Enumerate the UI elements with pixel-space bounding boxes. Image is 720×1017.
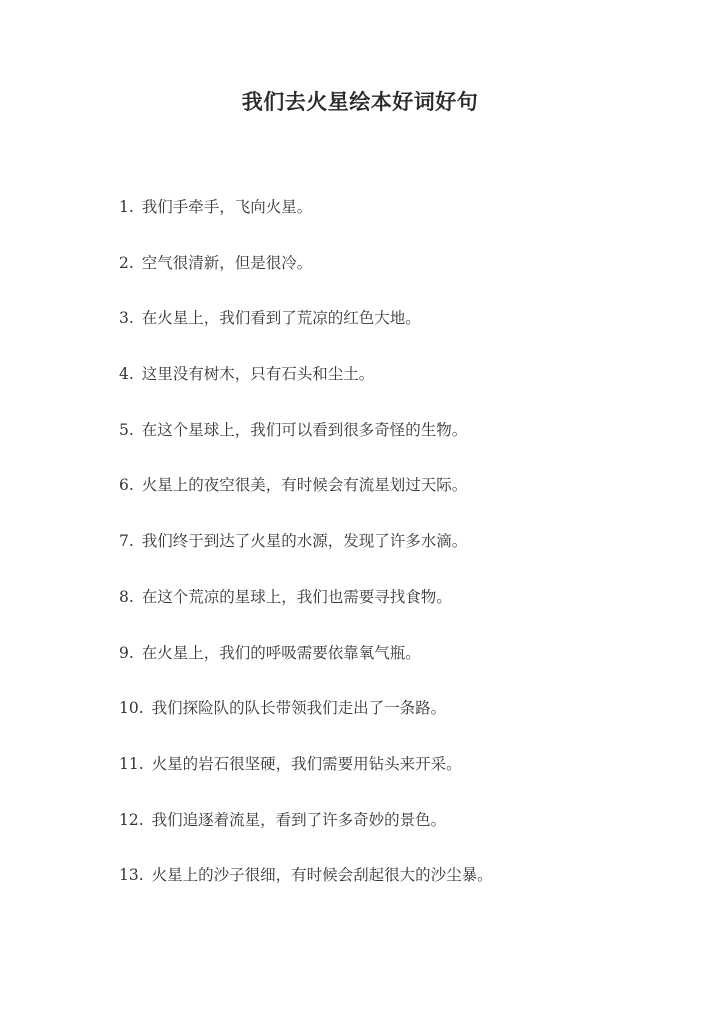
list-item [119, 307, 493, 363]
item-number: 1. [119, 198, 134, 216]
item-number: 2. [119, 253, 134, 272]
item-text: 在火星上，我们的呼吸需要依靠氧气瓶。 [141, 643, 421, 662]
item-number: 11. [119, 754, 144, 773]
list-item [119, 530, 493, 586]
list-item [119, 252, 493, 308]
list-item [119, 864, 493, 920]
item-number: 4. [119, 365, 134, 384]
item-number: 3. [119, 309, 134, 328]
list-item [119, 809, 493, 865]
list-item [119, 697, 493, 753]
item-number: 13. [119, 866, 144, 885]
item-text: 火星上的沙子很细，有时候会刮起很大的沙尘暴。 [151, 866, 493, 885]
item-text: 火星的岩石很坚硬，我们需要用钻头来开采。 [151, 754, 462, 773]
item-number: 6. [119, 476, 134, 495]
item-text: 我们探险队的队长带领我们走出了一条路。 [151, 699, 447, 718]
list-item [119, 753, 493, 809]
list-item [119, 642, 493, 698]
item-text: 我们手牵手，飞向火星。 [141, 198, 313, 216]
list-item [119, 363, 493, 419]
list-item [119, 474, 493, 530]
item-number: 7. [119, 532, 134, 551]
item-text: 这里没有树木，只有石头和尘土。 [141, 365, 375, 384]
item-text: 我们终于到达了火星的水源，发现了许多水滴。 [141, 532, 468, 551]
item-number: 10. [119, 699, 144, 718]
item-number: 9. [119, 643, 134, 662]
item-number: 8. [119, 587, 134, 606]
item-text: 空气很清新，但是很冷。 [141, 253, 313, 272]
item-text: 在这个荒凉的星球上，我们也需要寻找食物。 [141, 587, 452, 606]
item-text: 我们追逐着流星，看到了许多奇妙的景色。 [151, 810, 447, 829]
item-number: 5. [119, 420, 134, 439]
item-text: 在这个星球上，我们可以看到很多奇怪的生物。 [141, 420, 468, 439]
list-item [119, 419, 493, 475]
item-number: 12. [119, 810, 144, 829]
page-title: 我们去火星绘本好词好句 [241, 89, 479, 114]
list-item [119, 586, 493, 642]
item-text: 在火星上，我们看到了荒凉的红色大地。 [141, 309, 421, 328]
list-item [119, 196, 493, 252]
item-text: 火星上的夜空很美，有时候会有流星划过天际。 [141, 476, 468, 495]
sentence-list [119, 196, 493, 920]
